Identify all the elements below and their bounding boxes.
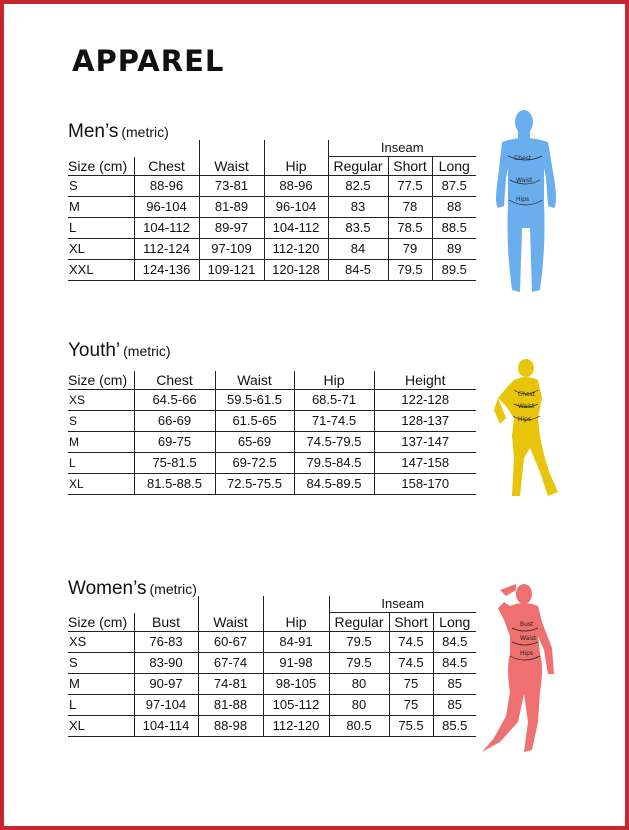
men-value-cell: 89	[432, 239, 476, 260]
women-value-cell: 85	[433, 695, 476, 716]
page-title: APPAREL	[72, 44, 225, 78]
men-table-row	[68, 260, 476, 281]
women-value-cell: 75	[389, 674, 433, 695]
men-value-cell: 81-89	[199, 197, 264, 218]
women-value-cell: 81-88	[198, 695, 263, 716]
women-value-cell: 79.5	[329, 632, 389, 653]
men-unit: (metric)	[121, 124, 169, 140]
women-figure-bust-label: Bust	[520, 621, 534, 628]
women-table-row	[68, 716, 476, 737]
women-value-cell: 105-112	[263, 695, 329, 716]
men-value-cell: 124-136	[134, 260, 199, 281]
men-col-size: Size (cm)	[68, 157, 134, 176]
women-size-cell: XL	[68, 716, 134, 737]
women-value-cell: 74.5	[389, 632, 433, 653]
youth-col-chest: Chest	[134, 371, 215, 390]
women-table-row	[68, 653, 476, 674]
women-value-cell: 98-105	[263, 674, 329, 695]
women-size-cell: M	[68, 674, 134, 695]
youth-size-table	[68, 371, 476, 495]
youth-value-cell: 74.5-79.5	[294, 432, 374, 453]
women-value-cell: 88-98	[198, 716, 263, 737]
youth-value-cell: 69-75	[134, 432, 215, 453]
youth-figure-hips-label: Hips	[518, 416, 532, 423]
youth-size-cell: L	[68, 453, 134, 474]
youth-size-cell: M	[68, 432, 134, 453]
youth-value-cell: 81.5-88.5	[134, 474, 215, 495]
youth-figure-chest-label: Chest	[518, 391, 536, 398]
youth-value-cell: 66-69	[134, 411, 215, 432]
youth-value-cell: 137-147	[374, 432, 476, 453]
youth-value-cell: 84.5-89.5	[294, 474, 374, 495]
women-size-table	[68, 596, 476, 737]
youth-value-cell: 69-72.5	[215, 453, 294, 474]
women-value-cell: 84-91	[263, 632, 329, 653]
men-value-cell: 78	[388, 197, 432, 218]
women-value-cell: 60-67	[198, 632, 263, 653]
men-size-cell: XXL	[68, 260, 134, 281]
women-figure-hips-label: Hips	[520, 650, 534, 657]
men-value-cell: 84	[328, 239, 388, 260]
youth-table-row	[68, 390, 476, 411]
youth-value-cell: 158-170	[374, 474, 476, 495]
women-table-row	[68, 632, 476, 653]
women-size-cell: L	[68, 695, 134, 716]
women-value-cell: 67-74	[198, 653, 263, 674]
women-col-hip: Hip	[263, 613, 329, 632]
women-value-cell: 74.5	[389, 653, 433, 674]
youth-size-cell: XS	[68, 390, 134, 411]
men-value-cell: 89.5	[432, 260, 476, 281]
youth-size-cell: S	[68, 411, 134, 432]
men-figure-icon	[494, 108, 564, 298]
women-value-cell: 104-114	[134, 716, 198, 737]
youth-value-cell: 79.5-84.5	[294, 453, 374, 474]
women-figure-icon	[480, 582, 560, 754]
youth-size-cell: XL	[68, 474, 134, 495]
youth-value-cell: 68.5-71	[294, 390, 374, 411]
youth-value-cell: 71-74.5	[294, 411, 374, 432]
men-col-regular: Regular	[328, 157, 388, 176]
women-value-cell: 97-104	[134, 695, 198, 716]
youth-value-cell: 75-81.5	[134, 453, 215, 474]
youth-value-cell: 59.5-61.5	[215, 390, 294, 411]
women-value-cell: 91-98	[263, 653, 329, 674]
youth-value-cell: 128-137	[374, 411, 476, 432]
youth-table-row	[68, 432, 476, 453]
men-value-cell: 73-81	[199, 176, 264, 197]
women-value-cell: 75	[389, 695, 433, 716]
youth-value-cell: 64.5-66	[134, 390, 215, 411]
women-value-cell: 80.5	[329, 716, 389, 737]
men-inseam-header: Inseam	[328, 140, 476, 157]
men-value-cell: 88	[432, 197, 476, 218]
men-size-cell: L	[68, 218, 134, 239]
youth-value-cell: 122-128	[374, 390, 476, 411]
youth-value-cell: 61.5-65	[215, 411, 294, 432]
women-value-cell: 74-81	[198, 674, 263, 695]
youth-table-row	[68, 453, 476, 474]
youth-col-hip: Hip	[294, 371, 374, 390]
women-col-size: Size (cm)	[68, 613, 134, 632]
men-value-cell: 109-121	[199, 260, 264, 281]
men-figure-chest-label: Chest	[514, 155, 532, 162]
men-value-cell: 104-112	[264, 218, 328, 239]
men-table-row	[68, 197, 476, 218]
men-value-cell: 77.5	[388, 176, 432, 197]
youth-title: Youth’	[68, 340, 121, 361]
women-value-cell: 79.5	[329, 653, 389, 674]
men-value-cell: 88-96	[134, 176, 199, 197]
men-size-cell: S	[68, 176, 134, 197]
men-size-cell: M	[68, 197, 134, 218]
men-col-hip: Hip	[264, 157, 328, 176]
women-col-short: Short	[389, 613, 433, 632]
men-size-table	[68, 140, 476, 281]
women-size-cell: S	[68, 653, 134, 674]
men-value-cell: 96-104	[264, 197, 328, 218]
youth-table-row	[68, 411, 476, 432]
men-size-cell: XL	[68, 239, 134, 260]
youth-section-title	[68, 340, 171, 362]
youth-col-size: Size (cm)	[68, 371, 134, 390]
women-col-waist: Waist	[198, 613, 263, 632]
youth-col-waist: Waist	[215, 371, 294, 390]
women-value-cell: 84.5	[433, 653, 476, 674]
women-table-row	[68, 695, 476, 716]
men-figure-hips-label: Hips	[516, 196, 530, 203]
men-value-cell: 83.5	[328, 218, 388, 239]
men-col-long: Long	[432, 157, 476, 176]
youth-col-height: Height	[374, 371, 476, 390]
women-value-cell: 80	[329, 695, 389, 716]
women-value-cell: 80	[329, 674, 389, 695]
youth-value-cell: 65-69	[215, 432, 294, 453]
men-figure-waist-label: Waist	[516, 177, 533, 184]
women-col-regular: Regular	[329, 613, 389, 632]
youth-figure-waist-label: Waist	[518, 403, 535, 410]
youth-table-row	[68, 474, 476, 495]
women-figure-waist-label: Waist	[520, 635, 537, 642]
youth-figure-icon	[494, 358, 564, 500]
men-table-row	[68, 239, 476, 260]
men-value-cell: 84-5	[328, 260, 388, 281]
youth-value-cell: 72.5-75.5	[215, 474, 294, 495]
women-value-cell: 90-97	[134, 674, 198, 695]
men-value-cell: 112-124	[134, 239, 199, 260]
men-col-short: Short	[388, 157, 432, 176]
women-value-cell: 76-83	[134, 632, 198, 653]
men-value-cell: 79.5	[388, 260, 432, 281]
women-value-cell: 85	[433, 674, 476, 695]
youth-unit: (metric)	[123, 343, 171, 359]
women-col-bust: Bust	[134, 613, 198, 632]
women-value-cell: 75.5	[389, 716, 433, 737]
men-title: Men’s	[68, 121, 119, 142]
women-value-cell: 112-120	[263, 716, 329, 737]
men-value-cell: 82.5	[328, 176, 388, 197]
women-value-cell: 85.5	[433, 716, 476, 737]
men-value-cell: 97-109	[199, 239, 264, 260]
men-value-cell: 112-120	[264, 239, 328, 260]
men-value-cell: 83	[328, 197, 388, 218]
men-col-chest: Chest	[134, 157, 199, 176]
women-size-cell: XS	[68, 632, 134, 653]
men-value-cell: 120-128	[264, 260, 328, 281]
men-col-waist: Waist	[199, 157, 264, 176]
men-value-cell: 78.5	[388, 218, 432, 239]
men-value-cell: 79	[388, 239, 432, 260]
men-value-cell: 104-112	[134, 218, 199, 239]
men-value-cell: 88-96	[264, 176, 328, 197]
youth-value-cell: 147-158	[374, 453, 476, 474]
men-table-row	[68, 176, 476, 197]
men-value-cell: 96-104	[134, 197, 199, 218]
women-table-row	[68, 674, 476, 695]
women-inseam-header: Inseam	[329, 596, 476, 613]
women-col-long: Long	[433, 613, 476, 632]
men-table-row	[68, 218, 476, 239]
women-unit: (metric)	[149, 581, 197, 597]
men-value-cell: 89-97	[199, 218, 264, 239]
men-value-cell: 87.5	[432, 176, 476, 197]
women-value-cell: 84.5	[433, 632, 476, 653]
men-value-cell: 88.5	[432, 218, 476, 239]
women-title: Women’s	[68, 578, 147, 599]
women-value-cell: 83-90	[134, 653, 198, 674]
